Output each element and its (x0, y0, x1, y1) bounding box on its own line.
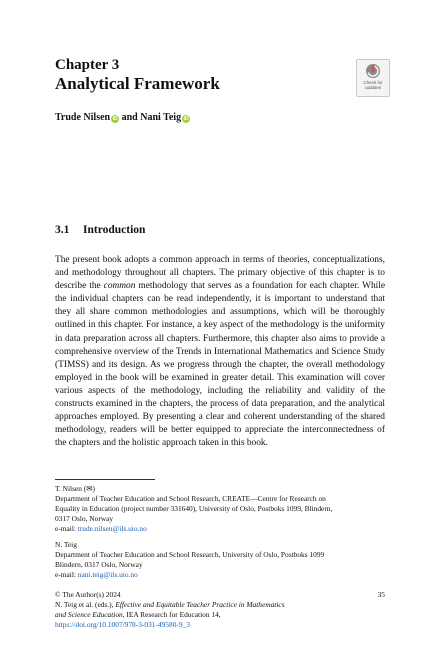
email-link[interactable]: trude.nilsen@ils.uio.no (77, 524, 147, 533)
copyright: © The Author(s) 2024 (55, 590, 121, 599)
author-line (55, 112, 190, 123)
section-number: 3.1 (55, 224, 70, 236)
chapter-title: Analytical Framework (55, 74, 220, 93)
affiliation-dept: Department of Teacher Education and School Research, CREATE—Centre for Research on (55, 494, 326, 503)
affiliation-dept: Department of Teacher Education and School Research, University of Oslo, Postboks 1099 (55, 550, 325, 559)
affiliation-dept: Blindern, 0317 Oslo, Norway (55, 560, 143, 569)
affiliation-dept: Equality in Education (project number 331640), University of Oslo, Postboks 1099, Blindern, (55, 504, 333, 513)
doi-link[interactable]: https://doi.org/10.1007/978-3-031-49580-9_3 (55, 620, 190, 629)
citation: and Science Education, IEA Research for Education 14, (55, 610, 221, 619)
check-for-updates-label: Check for updates (363, 80, 383, 90)
email-link[interactable]: nani.teig@ils.uio.no (77, 570, 138, 579)
orcid-icon[interactable]: iD (112, 116, 118, 122)
chapter-label: Chapter 3 (55, 57, 120, 73)
affiliation-email: e-mail: nani.teig@ils.uio.no (55, 570, 138, 579)
affiliation-dept: 0317 Oslo, Norway (55, 514, 114, 523)
affiliation-name: N. Teig (55, 540, 77, 549)
affiliation-email: e-mail: trude.nilsen@ils.uio.no (55, 524, 147, 533)
author-name[interactable]: Trude Nilsen (55, 112, 111, 123)
section-heading (55, 224, 145, 236)
footnote-divider (55, 479, 155, 480)
check-for-updates-badge[interactable] (356, 59, 390, 97)
check-for-updates-icon (365, 63, 381, 79)
page-footer (55, 590, 385, 630)
orcid-icon[interactable]: iD (183, 116, 189, 122)
author-name[interactable]: Nani Teig (140, 112, 182, 123)
author-connector: and (121, 112, 138, 123)
citation: N. Teig et al. (eds.), Effective and Equitable Teacher Practice in Mathematics (55, 600, 285, 609)
page-number: 35 (377, 590, 385, 599)
emphasized-word: common (103, 281, 136, 292)
author-affiliation (55, 540, 385, 580)
section-title: Introduction (83, 224, 146, 236)
author-affiliation (55, 484, 385, 534)
body-paragraph: The present book adopts a common approach in terms of theories, conceptualizations, and methodology throughout all chapters. The primary objective of this chapter is to describe the common methodology that serves as a foundation for each chapter. While the individual chapters can be read independently, it is important to understand that they all share common methodologies and assumptions, which will be thoroughly outlined in this chapter. For instance, a key aspect of the methodology is the uniformity in data preparation across all chapters. Furthermore, this chapter also aims to provide a comprehensive overview of the Trends in International Mathematics and Science Study (TIMSS) and its design. As we progress through the chapter, the overall methodology employed in the book will be examined in greater detail. This examination will cover various aspects of the methodology, including the reliability and validity of the constructs examined in the chapters, the process of data preparation, and the analytical approaches employed. By presenting a clear and coherent understanding of the shared methodology, readers will be better equipped to appreciate the interconnectedness of the chapters and the holistic approach taken in this book. (55, 255, 385, 449)
affiliation-name: T. Nilsen (✉) (55, 484, 95, 493)
